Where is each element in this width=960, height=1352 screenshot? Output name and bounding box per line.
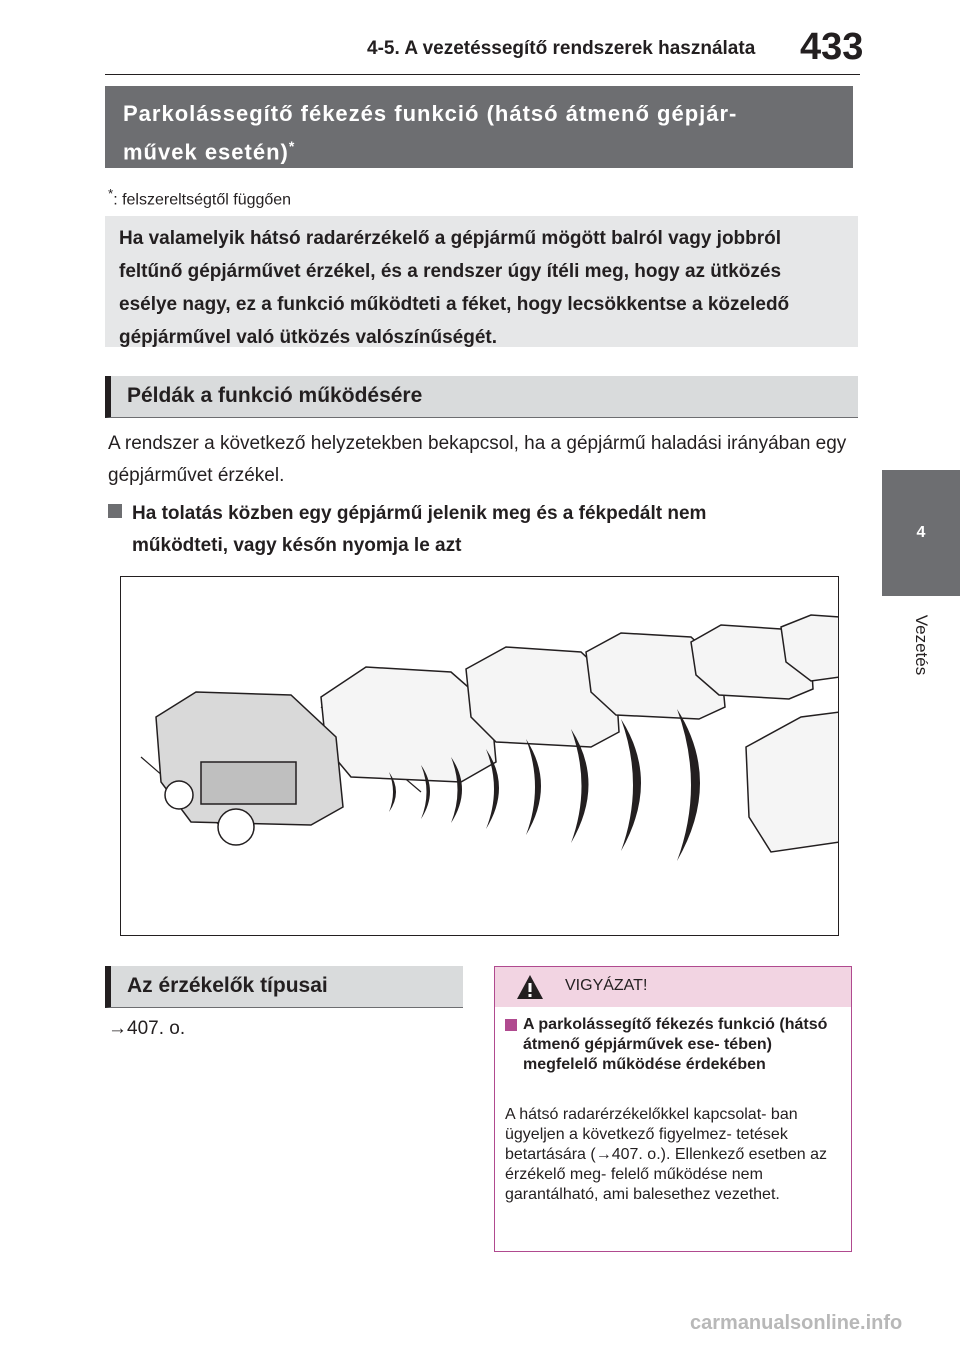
bullet-line-1: Ha tolatás közben egy gépjármű jelenik meg és a fékpedált nem <box>132 503 707 524</box>
sensors-heading: Az érzékelők típusai <box>105 966 463 1008</box>
warning-body-text: A hátsó radarérzékelőkkel kapcsolat- ban ügyeljen a következő figyelmez- tetések betartására (→407. o.). Ellenkező esetben az érzékelő meg- felelő működése nem garantálható, ami balesethez vezethet. <box>505 1106 827 1203</box>
examples-intro: A rendszer a következő helyzetekben bekapcsol, ha a gépjármű haladási irányában egy gépjárművet érzékel. <box>108 433 847 486</box>
parking-scene-illustration <box>121 577 839 936</box>
chapter-tab-label <box>882 600 960 690</box>
section-header-title: 4-5. A vezetéssegítő rendszerek használata <box>367 38 756 59</box>
warning-bullet-text: A parkolássegítő fékezés funkció (hátsó átmenő gépjárművek ese- tében) megfelelő működése érdekében <box>523 1016 828 1073</box>
bullet-line-2: működteti, vagy későn nyomja le azt <box>132 535 462 556</box>
footnote-mark: * <box>108 186 114 201</box>
title-footnote-mark: * <box>288 138 296 154</box>
title-line-1: Parkolássegítő fékezés funkció (hátsó átmenő gépjár- <box>123 101 738 126</box>
page-reference: →407. o. <box>108 1018 186 1039</box>
warning-triangle-icon <box>515 973 545 1001</box>
bullet-square-icon <box>108 504 122 518</box>
watermark: carmanualsonline.info <box>690 1312 903 1334</box>
warning-bullet-icon <box>505 1019 517 1031</box>
summary-box: Ha valamelyik hátsó radarérzékelő a gépjármű mögött balról vagy jobbról feltűnő gépjárművet érzékel, és a rendszer úgy ítéli meg, hogy az ütközés esélye nagy, ez a funkció működteti a féket, hogy lecsökkentse a közeledő gépjárművel való ütközés valószínűségét. <box>105 216 858 347</box>
page-number: 433 <box>800 26 864 68</box>
footnote <box>108 186 291 209</box>
main-section-title <box>105 86 853 168</box>
footnote-text: : felszereltségtől függően <box>113 191 292 209</box>
warning-box <box>494 966 852 1252</box>
warning-bullet <box>505 1015 841 1075</box>
examples-heading: Példák a funkció működésére <box>105 376 858 418</box>
title-line-2: művek esetén) <box>123 139 289 165</box>
chapter-label-text: Vezetés <box>912 614 931 676</box>
example-bullet <box>108 498 848 562</box>
illustration-rear-cross-traffic <box>120 576 839 936</box>
chapter-tab-number: 4 <box>882 470 960 596</box>
warning-header <box>495 967 851 1007</box>
header-divider <box>105 74 860 75</box>
warning-label: VIGYÁZAT! <box>565 977 648 994</box>
